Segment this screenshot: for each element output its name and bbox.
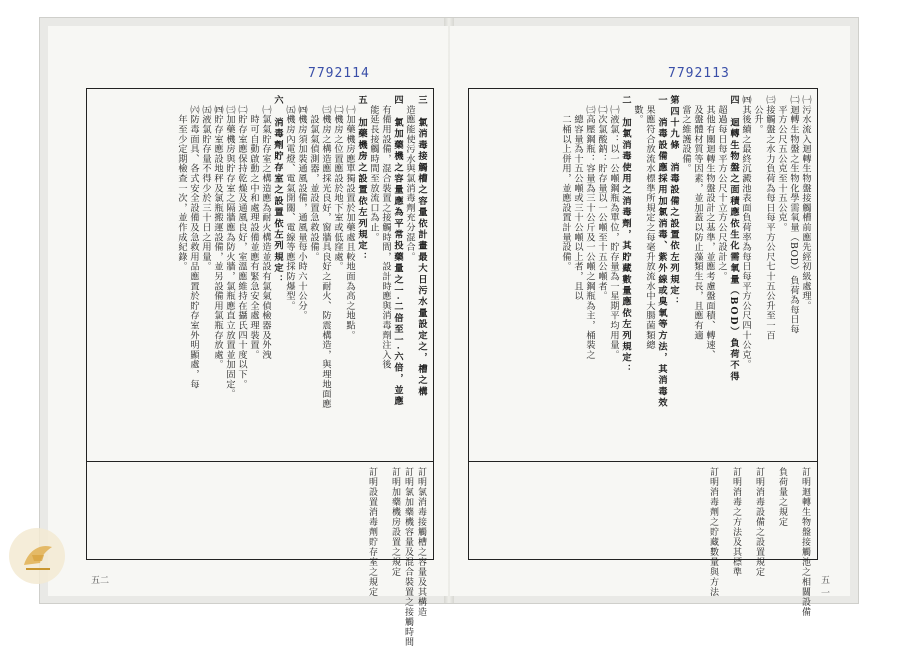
- left-page-note-column: 訂明氯加藥機容量及混合裝置之接觸時間: [403, 467, 413, 647]
- right-page-text-column: 其他有關迴轉生物盤設計之基準，並應考慮盤面積、轉速、: [704, 95, 715, 360]
- left-page-text-column: 六 消毒劑貯存室之設置依左列規定：: [272, 95, 283, 286]
- right-page-divider: [469, 461, 817, 462]
- left-page-text-column: ㈡貯存室應保持乾燥及通風良好，室溫應維持在攝氏四十度以下。: [236, 95, 247, 389]
- left-page-text-column: ㈤液氯貯存量不得少於三十日之用量。: [200, 95, 211, 272]
- right-page-text-column: 果應符合放流水標準所規定之每毫升放流水中大腸菌類總: [644, 95, 655, 350]
- right-page-notes: [475, 467, 811, 617]
- left-page-text-column: 五 加藥機房之設置依左列規定：: [356, 95, 367, 263]
- right-page-text-column: ㈣其後續之最終沉澱池表面負荷率為每日每平方公尺四十公克。: [740, 95, 751, 370]
- right-page-note-column: 訂明消毒設備之設置規定: [754, 467, 764, 577]
- right-page-note-column: [788, 467, 798, 555]
- left-page-text-column: 造應能使污水與氯消毒劑充分混合。: [404, 95, 415, 262]
- left-page-text-column: ㈥防毒面具、各式安全設備及急救用品應置於貯存室外明顯處，每: [188, 95, 199, 389]
- right-page-note-column: [719, 467, 729, 555]
- left-page-text-column: 年至少定期檢查一次，並作成紀錄。: [176, 95, 187, 272]
- left-page-text-column: ㈢加藥機房與貯存室之隔牆應為防火牆，氯瓶應直立放置並加固定。: [224, 95, 235, 399]
- right-page-note-column: [765, 467, 775, 555]
- right-page-body-text: [475, 95, 811, 455]
- right-page-text-column: ㈢高壓鋼瓶：容量為三十公斤及一公噸之鋼瓶為主，桶裝之: [584, 95, 595, 360]
- left-page: [48, 26, 448, 647]
- left-page-number: 五二: [91, 576, 110, 586]
- left-page-text-column: ㈠氯氣貯存室之構造應為耐火構造並設有氯氣偵檢器及外洩: [260, 95, 271, 360]
- right-page-frame: [468, 88, 831, 617]
- left-page-serial: 7792114: [308, 66, 370, 81]
- right-page-number: 五一: [821, 576, 831, 599]
- left-page-text-column: ㈢機房之構造應採光良好，窗牆具良好之耐火、防震構造，與埋地面應: [320, 95, 331, 409]
- left-page-note-column: 訂明設置消毒劑貯存室之規定: [367, 467, 377, 597]
- left-page-body-text: [93, 95, 427, 455]
- left-page-text-column: ㈠加藥機房應單獨設置於加藥處且較地面為高之地點。: [344, 95, 355, 340]
- right-page-text-column: ㈡次氯酸鈉：貯存量以一公噸至十五公噸者。: [596, 95, 607, 301]
- right-page-note-column: 訂明迴轉生物盤接觸池之相關設備: [800, 467, 810, 617]
- right-page-text-column: 數。: [632, 95, 643, 125]
- left-page-text-column: 時可自動啟動之中和處理設備並應有緊急安全處理裝置。: [248, 95, 259, 360]
- left-page-frame: [86, 88, 434, 647]
- scanned-document-spread: [40, 18, 858, 647]
- left-page-note-column: 訂明加藥機房設置之規定: [390, 467, 400, 577]
- right-page-text-column: 總容量為十五公噸或三十公噸以上者，且以: [572, 95, 583, 301]
- right-page-text-column: ㈢接觸盤之水力負荷為每日每平方公尺七十五公升至一百: [764, 95, 775, 340]
- archive-logo-icon: [6, 525, 68, 587]
- right-page-text-column: 二 加氯消毒使用之消毒劑，其貯藏數量應依左列規定：: [620, 95, 631, 375]
- right-page-text-column: 二桶以上併用，並應設置計量設備。: [560, 95, 571, 272]
- right-page-note-column: 負荷量之規定: [777, 467, 787, 527]
- left-page-text-column: 三 氯消毒接觸槽之容量依計畫最大日污水量設定之，槽之構: [416, 95, 427, 398]
- left-page-text-column: ㈡機房之位置應設於地下室或低窪處。: [332, 95, 343, 272]
- right-page-text-column: 平方公尺五公克至十五公克。: [776, 95, 787, 233]
- left-page-divider: [87, 461, 433, 462]
- right-page-note-column: 訂明消毒劑之貯藏數量與方法: [708, 467, 718, 597]
- left-page-text-column: 設氯氣偵測器，並設置急救設備。: [308, 95, 319, 262]
- right-page-text-column: 超過每日每平方公尺十立方公尺設計之。: [716, 95, 727, 282]
- right-page-text-column: ㈡迴轉生物盤之生物化學需氧量（BOD）負荷為每日每: [788, 95, 799, 335]
- left-page-note-column: [378, 467, 388, 555]
- left-page-text-column: ㈤機房內電燈、電氣開關、電線等應採防爆型。: [284, 95, 295, 311]
- left-page-text-column: 四 氯加藥機之容量應為平常投藥量之一‧二倍至一‧六倍，並應: [392, 95, 403, 408]
- left-page-text-column: 有備用設備，混合裝置之接觸時間，設計時應與消毒劑注入後: [380, 95, 391, 370]
- right-page-text-column: 及盤體材質等因素，並加蓋以防止藻類生長，且應有適: [692, 95, 703, 340]
- right-page-text-column: 公升。: [752, 95, 763, 135]
- left-page-text-column: 能延長接觸時間至放流口為止。: [368, 95, 379, 242]
- right-page-note-column: 訂明消毒之方法及其標準: [731, 467, 741, 577]
- right-page-serial: 7792113: [668, 66, 730, 81]
- right-page-text-column: ㈠液氯：以一公噸鋼瓶為單位，貯存量為一星期平均用量。: [608, 95, 619, 360]
- right-page-text-column: 四 迴轉生物盤之面積應依生化需氧量（BOD）負荷不得: [728, 95, 739, 383]
- left-page-text-column: ㈣機房須加裝通風設備，通風量每小時六十公分。: [296, 95, 307, 321]
- right-page-text-column: 第四十九條 消毒設備之設置依左列規定：: [668, 95, 679, 308]
- right-page-text-column: 當之維護設備。: [680, 95, 691, 174]
- right-page-text-column: ㈠污水流入迴轉生物盤接觸槽前應先經初級處理。: [800, 95, 811, 311]
- left-page-note-column: 訂明氯消毒接觸槽之容量及其構造: [416, 467, 426, 617]
- right-page: [450, 26, 850, 617]
- left-page-text-column: ㈣貯存室應設地秤及氯瓶搬運設備，並另設備用氯瓶存放處。: [212, 95, 223, 370]
- right-page-note-column: [742, 467, 752, 555]
- right-page-text-column: 一 消毒設備應採用加氯消毒、紫外線或臭氧等方法，其消毒效: [656, 95, 667, 409]
